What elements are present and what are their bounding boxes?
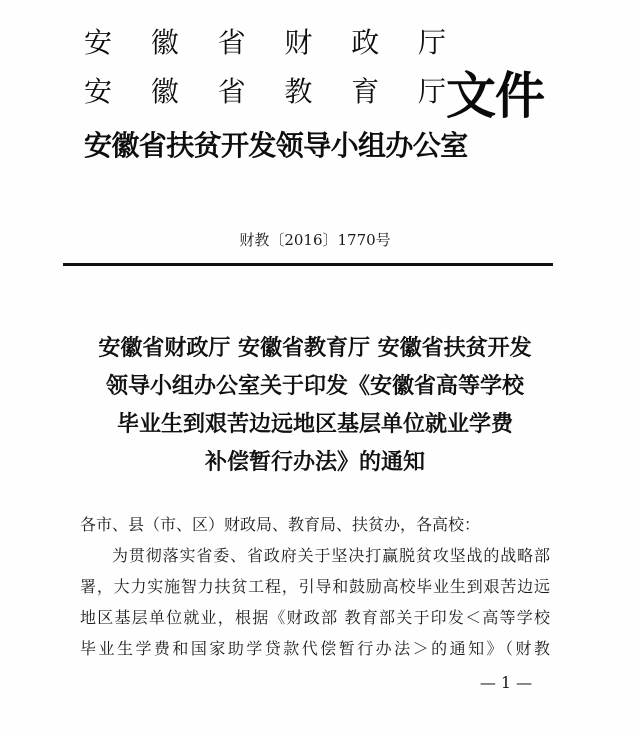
issuer-char: 安 bbox=[84, 26, 113, 59]
issuer-char: 财 bbox=[284, 26, 313, 59]
issuer-poverty-alleviation-office: 安徽省扶贫开发领导小组办公室 bbox=[84, 129, 468, 162]
title-line: 安徽省财政厅 安徽省教育厅 安徽省扶贫开发 bbox=[98, 336, 532, 361]
title-line: 领导小组办公室关于印发《安徽省高等学校 bbox=[105, 374, 524, 399]
issuer-char: 厅 bbox=[417, 26, 446, 59]
body-line: 毕业生学费和国家助学贷款代偿暂行办法＞的通知》（财教 bbox=[80, 639, 550, 658]
body-line: 地区基层单位就业，根据《财政部 教育部关于印发＜高等学校 bbox=[80, 608, 550, 627]
issuer-char: 安 bbox=[84, 75, 113, 108]
issuer-char: 省 bbox=[217, 26, 246, 59]
issuer-char: 徽 bbox=[150, 75, 179, 108]
page-number: — 1 — bbox=[479, 673, 533, 692]
issuer-education-department bbox=[84, 76, 446, 108]
salutation: 各市、县（市、区）财政局、教育局、扶贫办，各高校： bbox=[80, 515, 481, 534]
issuer-char: 徽 bbox=[150, 26, 179, 59]
body-line: 署，大力实施智力扶贫工程，引导和鼓励高校毕业生到艰苦边远 bbox=[80, 577, 550, 596]
body-line: 为贯彻落实省委、省政府关于坚决打赢脱贫攻坚战的战略部 bbox=[112, 546, 550, 565]
header-divider bbox=[63, 263, 553, 266]
issuer-char: 教 bbox=[284, 75, 313, 108]
issuer-finance-department bbox=[84, 27, 446, 59]
document-title bbox=[0, 330, 630, 482]
issuer-char: 省 bbox=[217, 75, 246, 108]
issuer-char: 政 bbox=[351, 26, 380, 59]
title-line: 毕业生到艰苦边远地区基层单位就业学费 bbox=[116, 412, 513, 437]
issuer-char: 育 bbox=[351, 75, 380, 108]
document-label: 文件 bbox=[446, 66, 544, 125]
document-body bbox=[80, 509, 550, 664]
title-line: 补偿暂行办法》的通知 bbox=[204, 450, 425, 475]
document-number: 财教〔2016〕1770号 bbox=[239, 231, 391, 249]
issuer-char: 厅 bbox=[417, 75, 446, 108]
